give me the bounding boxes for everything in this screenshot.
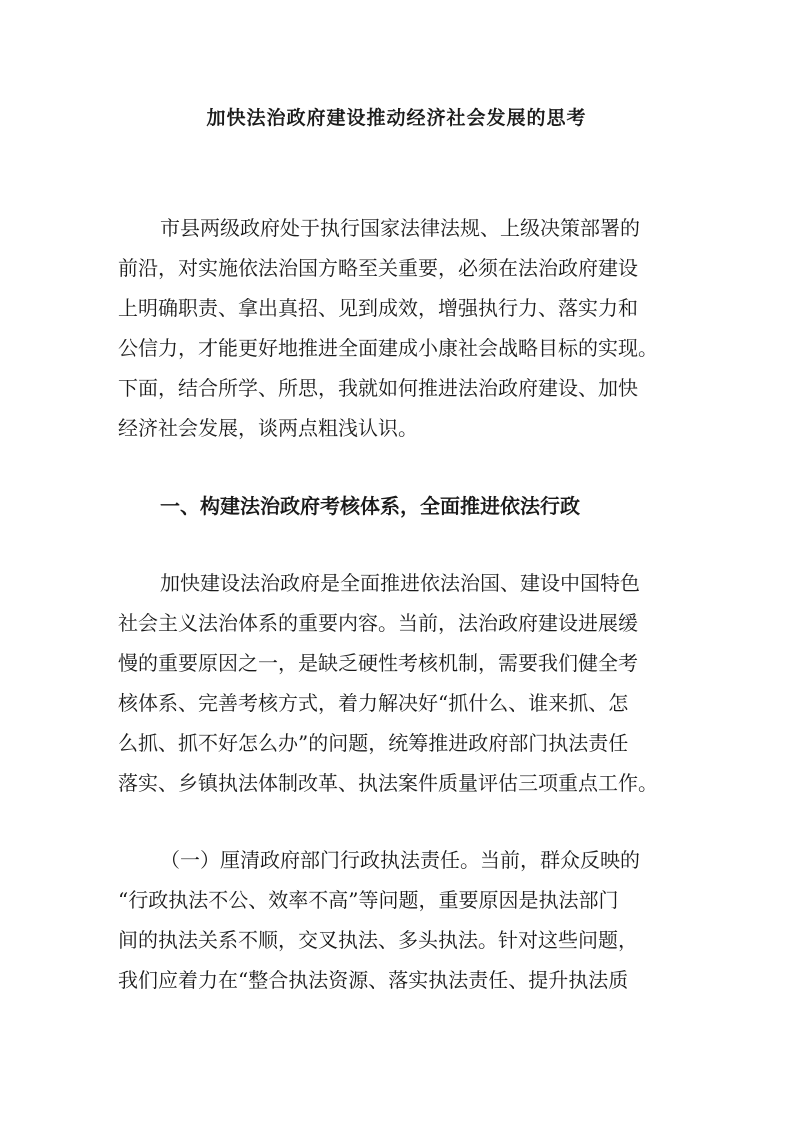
paragraph-line: “行政执法不公、效率不高”等问题，重要原因是执法部门 (118, 888, 619, 912)
paragraph-line: 么抓、抓不好怎么办”的问题，统筹推进政府部门执法责任 (118, 731, 629, 755)
paragraph-line: 我们应着力在“整合执法资源、落实执法责任、提升执法质 (118, 968, 629, 992)
paragraph-line: 间的执法关系不顺，交叉执法、多头执法。针对这些问题， (118, 928, 638, 952)
paragraph-line: 前沿，对实施依法治国方略至关重要，必须在法治政府建设 (118, 256, 638, 280)
paragraph-line: 经济社会发展，谈两点粗浅认识。 (118, 416, 418, 440)
paragraph-line: 下面，结合所学、所思，我就如何推进法治政府建设、加快 (118, 376, 638, 400)
paragraph-line: 市县两级政府处于执行国家法律法规、上级决策部署的 (160, 216, 640, 240)
paragraph-line: 慢的重要原因之一，是缺乏硬性考核机制，需要我们健全考 (118, 651, 638, 675)
section-heading: 一、构建法治政府考核体系，全面推进依法行政 (160, 494, 580, 518)
paragraph-line: 加快建设法治政府是全面推进依法治国、建设中国特色 (160, 571, 640, 595)
document-title: 加快法治政府建设推动经济社会发展的思考 (206, 107, 587, 129)
paragraph-line: 公信力，才能更好地推进全面建成小康社会战略目标的实现。 (118, 336, 658, 360)
paragraph-line: （一）厘清政府部门行政执法责任。当前，群众反映的 (160, 848, 640, 872)
paragraph-line: 落实、乡镇执法体制改革、执法案件质量评估三项重点工作。 (118, 771, 658, 795)
paragraph-line: 社会主义法治体系的重要内容。当前，法治政府建设进展缓 (118, 611, 638, 635)
paragraph-line: 核体系、完善考核方式，着力解决好“抓什么、谁来抓、怎 (118, 691, 629, 715)
paragraph-line: 上明确职责、拿出真招、见到成效，增强执行力、落实力和 (118, 296, 638, 320)
